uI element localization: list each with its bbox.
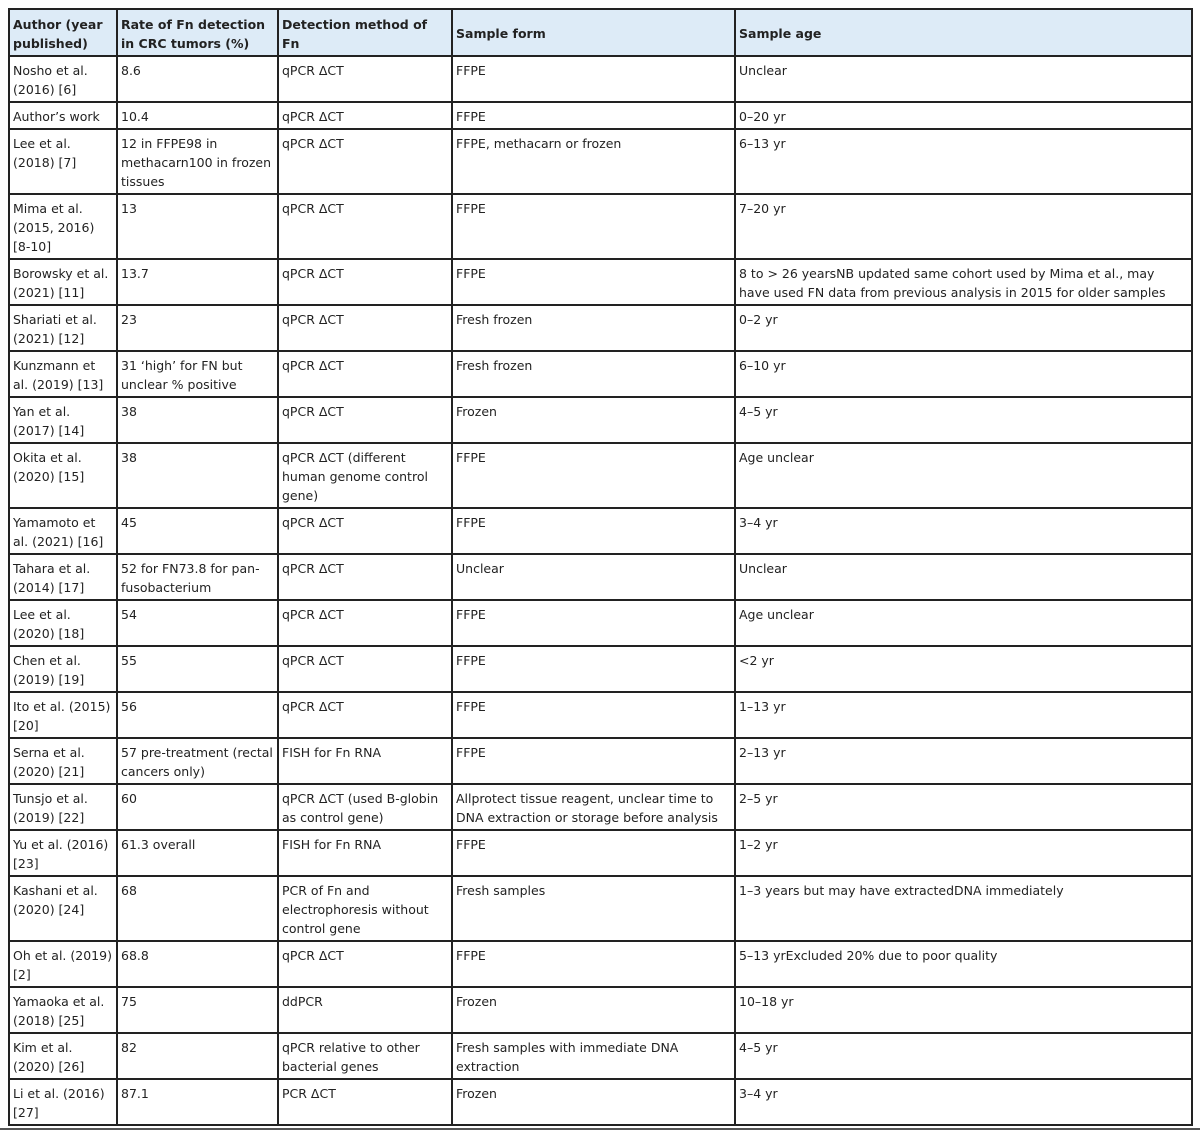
sample-form-cell: Allprotect tissue reagent, unclear time to DNA extraction or storage before analysis <box>452 784 735 830</box>
sample-form-cell: Frozen <box>452 397 735 443</box>
table-row <box>9 876 1192 941</box>
sample-age-cell: 1–3 years but may have extractedDNA immediately <box>735 876 1192 941</box>
author-cell: Chen et al. (2019) [19] <box>9 646 117 692</box>
sample-age-cell: Unclear <box>735 554 1192 600</box>
sample-form-cell: FFPE <box>452 646 735 692</box>
detection-method-cell: qPCR ΔCT (used B-globin as control gene) <box>278 784 452 830</box>
sample-form-cell: FFPE <box>452 194 735 259</box>
detection-method-cell: qPCR ΔCT <box>278 56 452 102</box>
sample-form-cell: FFPE <box>452 600 735 646</box>
detection-method-cell: FISH for Fn RNA <box>278 830 452 876</box>
sample-age-cell: 5–13 yrExcluded 20% due to poor quality <box>735 941 1192 987</box>
detection-method-cell: qPCR ΔCT <box>278 102 452 129</box>
sample-age-cell: 0–2 yr <box>735 305 1192 351</box>
detection-method-cell: qPCR ΔCT <box>278 600 452 646</box>
detection-method-cell: qPCR ΔCT (different human genome control gene) <box>278 443 452 508</box>
table-row <box>9 554 1192 600</box>
header-row <box>9 9 1192 56</box>
author-cell: Yamaoka et al. (2018) [25] <box>9 987 117 1033</box>
detection-method-cell: qPCR ΔCT <box>278 305 452 351</box>
author-cell: Lee et al. (2018) [7] <box>9 129 117 194</box>
table-row <box>9 305 1192 351</box>
author-cell: Serna et al. (2020) [21] <box>9 738 117 784</box>
author-cell: Kashani et al. (2020) [24] <box>9 876 117 941</box>
author-cell: Okita et al. (2020) [15] <box>9 443 117 508</box>
table-row <box>9 56 1192 102</box>
detection-method-cell: PCR of Fn and electrophoresis without control gene <box>278 876 452 941</box>
table-row <box>9 987 1192 1033</box>
sample-form-cell: FFPE <box>452 508 735 554</box>
table-row <box>9 784 1192 830</box>
table-row <box>9 738 1192 784</box>
table-row <box>9 129 1192 194</box>
detection-rate-cell: 55 <box>117 646 278 692</box>
author-cell: Borowsky et al. (2021) [11] <box>9 259 117 305</box>
detection-rate-cell: 38 <box>117 397 278 443</box>
sample-form-cell: FFPE <box>452 56 735 102</box>
table-row <box>9 102 1192 129</box>
detection-method-cell: qPCR ΔCT <box>278 692 452 738</box>
sample-age-cell: 3–4 yr <box>735 508 1192 554</box>
header-detection-rate: Rate of Fn detection in CRC tumors (%) <box>117 9 278 56</box>
detection-rate-cell: 68 <box>117 876 278 941</box>
detection-method-cell: qPCR ΔCT <box>278 129 452 194</box>
header-detection-method: Detection method of Fn <box>278 9 452 56</box>
detection-method-cell: PCR ΔCT <box>278 1079 452 1125</box>
detection-rate-cell: 82 <box>117 1033 278 1079</box>
sample-age-cell: <2 yr <box>735 646 1192 692</box>
detection-rate-cell: 56 <box>117 692 278 738</box>
author-cell: Ito et al. (2015) [20] <box>9 692 117 738</box>
detection-rate-cell: 38 <box>117 443 278 508</box>
study-comparison-table <box>8 8 1193 1126</box>
author-cell: Yu et al. (2016) [23] <box>9 830 117 876</box>
sample-age-cell: 0–20 yr <box>735 102 1192 129</box>
sample-form-cell: FFPE <box>452 692 735 738</box>
sample-form-cell: Frozen <box>452 987 735 1033</box>
table-row <box>9 692 1192 738</box>
sample-age-cell: 10–18 yr <box>735 987 1192 1033</box>
author-cell: Author’s work <box>9 102 117 129</box>
detection-rate-cell: 52 for FN73.8 for pan-fusobacterium <box>117 554 278 600</box>
detection-rate-cell: 23 <box>117 305 278 351</box>
author-cell: Oh et al. (2019) [2] <box>9 941 117 987</box>
detection-rate-cell: 13 <box>117 194 278 259</box>
table-row <box>9 443 1192 508</box>
detection-method-cell: qPCR ΔCT <box>278 259 452 305</box>
detection-rate-cell: 57 pre-treatment (rectal cancers only) <box>117 738 278 784</box>
detection-rate-cell: 12 in FFPE98 in methacarn100 in frozen tissues <box>117 129 278 194</box>
table-header <box>9 9 1192 56</box>
sample-form-cell: Fresh frozen <box>452 305 735 351</box>
sample-form-cell: FFPE <box>452 443 735 508</box>
sample-form-cell: Fresh samples with immediate DNA extraction <box>452 1033 735 1079</box>
table-row <box>9 508 1192 554</box>
sample-age-cell: Age unclear <box>735 443 1192 508</box>
sample-age-cell: 6–13 yr <box>735 129 1192 194</box>
detection-method-cell: qPCR ΔCT <box>278 941 452 987</box>
detection-method-cell: qPCR ΔCT <box>278 508 452 554</box>
author-cell: Tunsjo et al. (2019) [22] <box>9 784 117 830</box>
sample-form-cell: FFPE <box>452 941 735 987</box>
sample-age-cell: Unclear <box>735 56 1192 102</box>
detection-method-cell: qPCR ΔCT <box>278 646 452 692</box>
sample-age-cell: 1–13 yr <box>735 692 1192 738</box>
sample-age-cell: 2–5 yr <box>735 784 1192 830</box>
detection-method-cell: ddPCR <box>278 987 452 1033</box>
sample-form-cell: Fresh samples <box>452 876 735 941</box>
sample-age-cell: 7–20 yr <box>735 194 1192 259</box>
detection-rate-cell: 13.7 <box>117 259 278 305</box>
sample-form-cell: FFPE <box>452 259 735 305</box>
detection-method-cell: FISH for Fn RNA <box>278 738 452 784</box>
detection-method-cell: qPCR ΔCT <box>278 194 452 259</box>
detection-rate-cell: 60 <box>117 784 278 830</box>
sample-age-cell: 2–13 yr <box>735 738 1192 784</box>
author-cell: Yan et al. (2017) [14] <box>9 397 117 443</box>
detection-rate-cell: 87.1 <box>117 1079 278 1125</box>
detection-rate-cell: 45 <box>117 508 278 554</box>
sample-form-cell: FFPE, methacarn or frozen <box>452 129 735 194</box>
author-cell: Nosho et al. (2016) [6] <box>9 56 117 102</box>
table-row <box>9 1033 1192 1079</box>
author-cell: Tahara et al. (2014) [17] <box>9 554 117 600</box>
detection-method-cell: qPCR ΔCT <box>278 554 452 600</box>
header-sample-form: Sample form <box>452 9 735 56</box>
detection-rate-cell: 61.3 overall <box>117 830 278 876</box>
bottom-divider <box>0 1128 1200 1130</box>
detection-rate-cell: 68.8 <box>117 941 278 987</box>
sample-age-cell: 1–2 yr <box>735 830 1192 876</box>
sample-form-cell: FFPE <box>452 830 735 876</box>
sample-form-cell: Frozen <box>452 1079 735 1125</box>
header-author: Author (year published) <box>9 9 117 56</box>
detection-rate-cell: 10.4 <box>117 102 278 129</box>
detection-method-cell: qPCR ΔCT <box>278 351 452 397</box>
header-sample-age: Sample age <box>735 9 1192 56</box>
sample-form-cell: FFPE <box>452 738 735 784</box>
table-row <box>9 646 1192 692</box>
detection-rate-cell: 8.6 <box>117 56 278 102</box>
author-cell: Kim et al. (2020) [26] <box>9 1033 117 1079</box>
detection-rate-cell: 31 ‘high’ for FN but unclear % positive <box>117 351 278 397</box>
table-row <box>9 600 1192 646</box>
author-cell: Kunzmann et al. (2019) [13] <box>9 351 117 397</box>
detection-method-cell: qPCR relative to other bacterial genes <box>278 1033 452 1079</box>
table-row <box>9 259 1192 305</box>
table-row <box>9 830 1192 876</box>
table-row <box>9 941 1192 987</box>
sample-age-cell: 3–4 yr <box>735 1079 1192 1125</box>
sample-form-cell: FFPE <box>452 102 735 129</box>
sample-age-cell: Age unclear <box>735 600 1192 646</box>
sample-age-cell: 6–10 yr <box>735 351 1192 397</box>
detection-rate-cell: 54 <box>117 600 278 646</box>
author-cell: Lee et al. (2020) [18] <box>9 600 117 646</box>
table-row <box>9 397 1192 443</box>
table-row <box>9 351 1192 397</box>
sample-form-cell: Unclear <box>452 554 735 600</box>
table-row <box>9 1079 1192 1125</box>
table-row <box>9 194 1192 259</box>
author-cell: Mima et al. (2015, 2016) [8-10] <box>9 194 117 259</box>
sample-age-cell: 8 to > 26 yearsNB updated same cohort used by Mima et al., may have used FN data from previous analysis in 2015 for older samples <box>735 259 1192 305</box>
author-cell: Li et al. (2016) [27] <box>9 1079 117 1125</box>
author-cell: Shariati et al. (2021) [12] <box>9 305 117 351</box>
detection-rate-cell: 75 <box>117 987 278 1033</box>
table-body <box>9 56 1192 1125</box>
author-cell: Yamamoto et al. (2021) [16] <box>9 508 117 554</box>
sample-age-cell: 4–5 yr <box>735 1033 1192 1079</box>
sample-age-cell: 4–5 yr <box>735 397 1192 443</box>
sample-form-cell: Fresh frozen <box>452 351 735 397</box>
detection-method-cell: qPCR ΔCT <box>278 397 452 443</box>
